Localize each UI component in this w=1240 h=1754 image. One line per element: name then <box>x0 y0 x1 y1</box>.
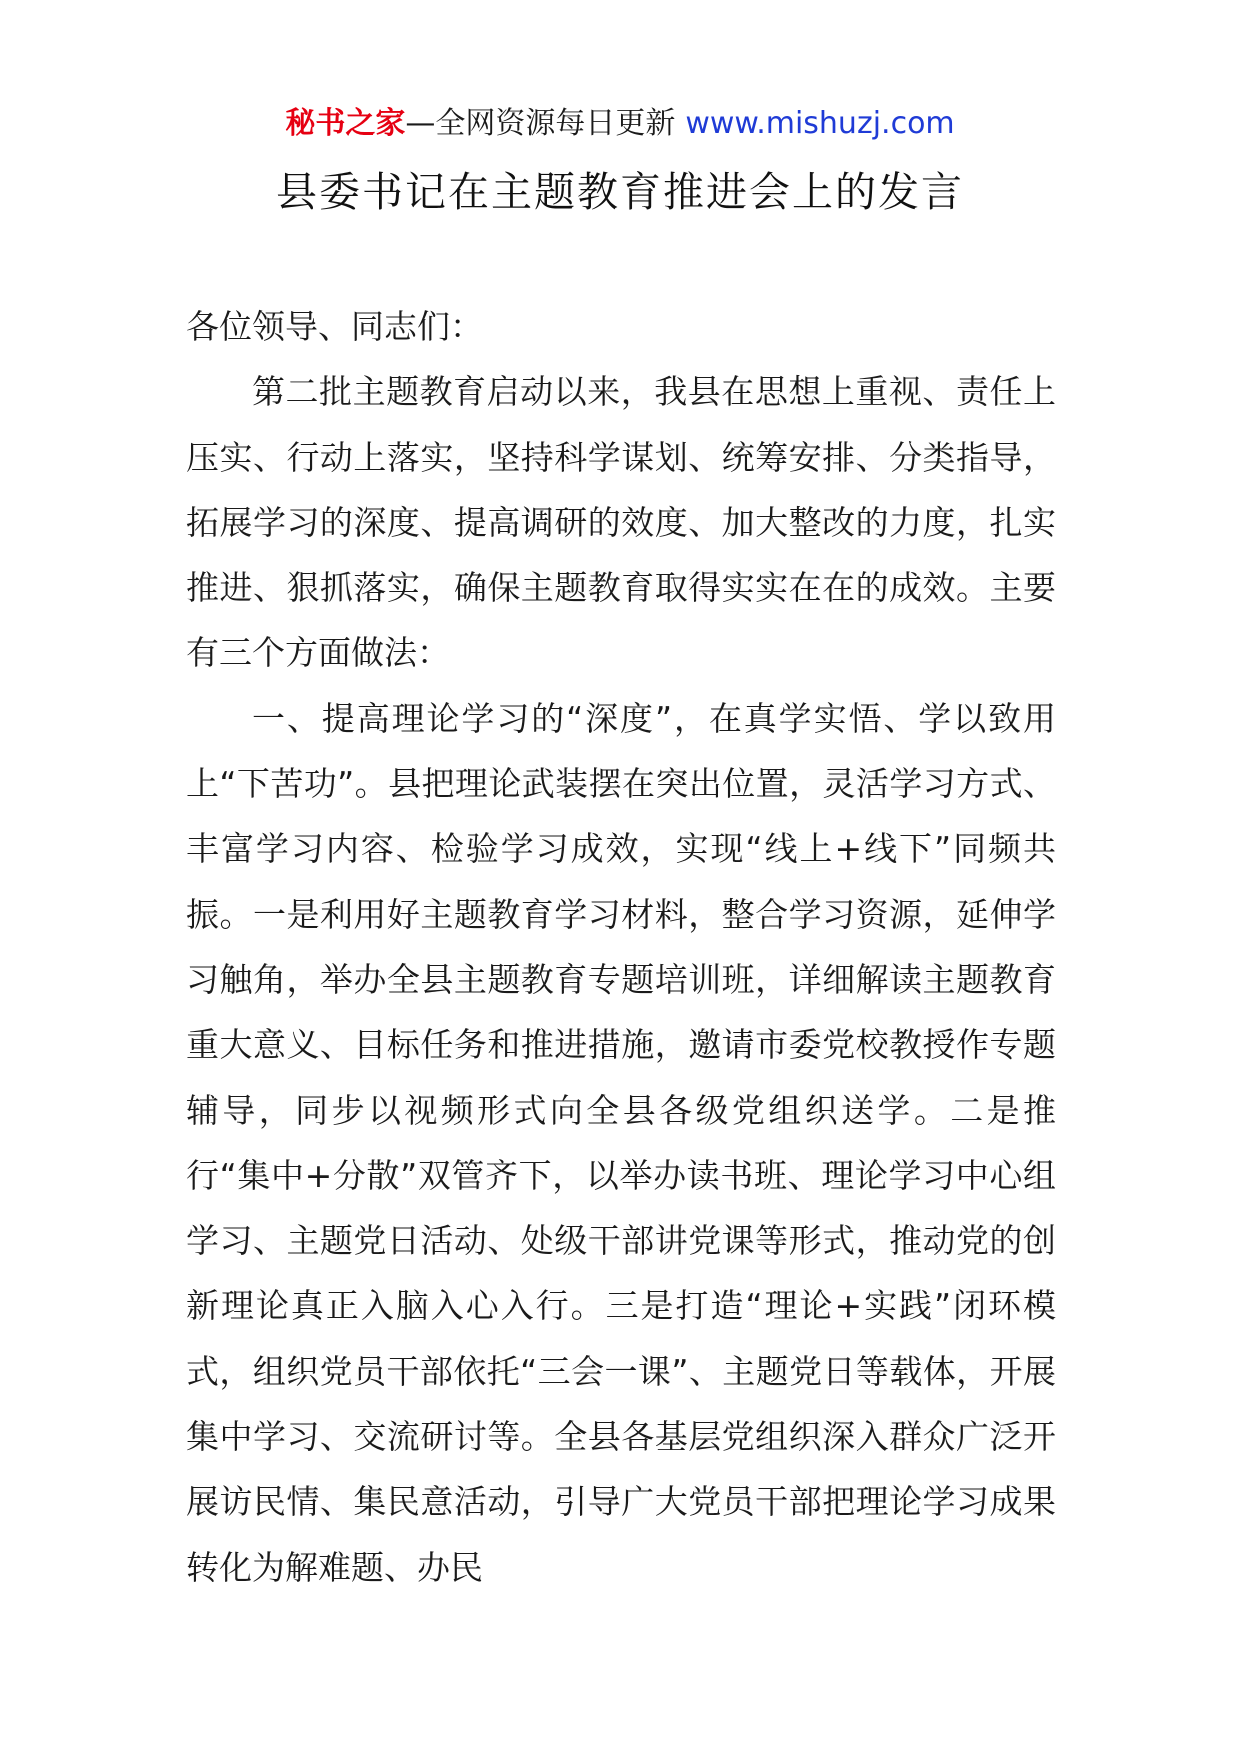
paragraph-section-one: 一、提高理论学习的“深度”，在真学实悟、学以致用上“下苦功”。县把理论武装摆在突出位置，灵活学习方式、丰富学习内容、检验学习成效，实现“线上+线下”同频共振。一是利用好主题教育学习材料，整合学习资源，延伸学习触角，举办全县主题教育专题培训班，详细解读主题教育重大意义、目标任务和推进措施，邀请市委党校教授作专题辅导，同步以视频形式向全县各级党组织送学。二是推行“集中+分散”双管齐下，以举办读书班、理论学习中心组学习、主题党日活动、处级干部讲党课等形式，推动党的创新理论真正入脑入心入行。三是打造“理论+实践”闭环模式，组织党员干部依托“三会一课”、主题党日等载体，开展集中学习、交流研讨等。全县各基层党组织深入群众广泛开展访民情、集民意活动，引导广大党员干部把理论学习成果转化为解难题、办民 <box>186 698 1056 1587</box>
document-body <box>186 294 1056 1600</box>
site-url-link[interactable]: www.mishuzj.com <box>685 106 955 141</box>
site-header <box>0 104 1240 144</box>
paragraph-intro: 第二批主题教育启动以来，我县在思想上重视、责任上压实、行动上落实，坚持科学谋划、统筹安排、分类指导，拓展学习的深度、提高调研的效度、加大整改的力度，扎实推进、狠抓落实，确保主题教育取得实实在在的成效。主要有三个方面做法： <box>186 372 1056 673</box>
site-brand: 秘书之家 <box>285 106 406 141</box>
salutation: 各位领导、同志们： <box>186 307 483 346</box>
document-title: 县委书记在主题教育推进会上的发言 <box>276 168 964 216</box>
site-slogan: —全网资源每日更新 <box>405 106 676 141</box>
